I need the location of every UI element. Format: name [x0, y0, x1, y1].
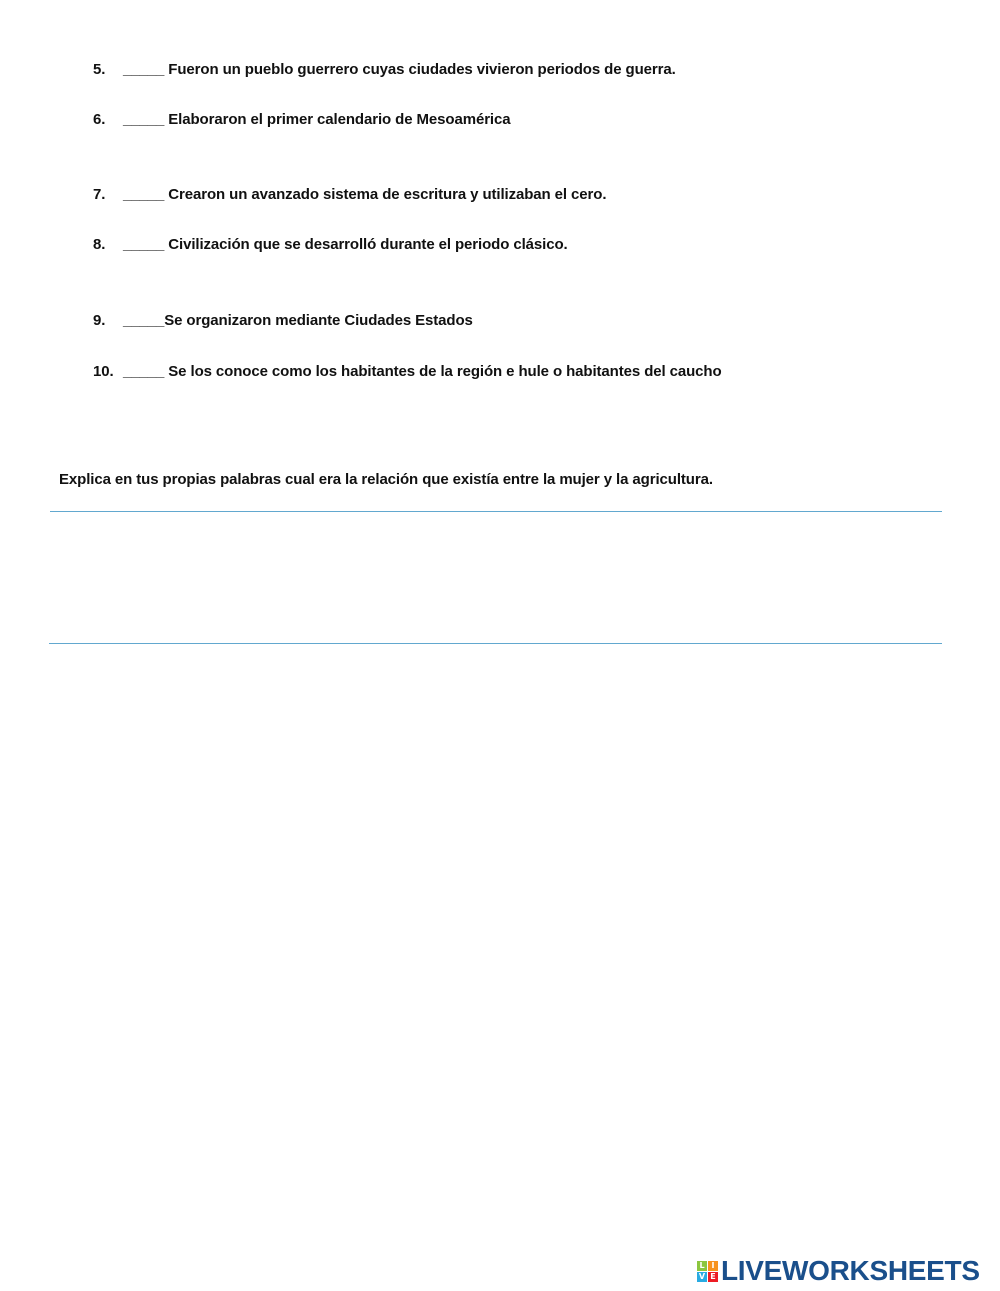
question-text: Fueron un pueblo guerrero cuyas ciudades vivieron periodos de guerra.: [168, 61, 676, 78]
logo-blocks-icon: [697, 1261, 718, 1282]
answer-blank[interactable]: _____: [123, 111, 169, 128]
question-9: [93, 311, 473, 331]
answer-line-top[interactable]: [50, 511, 942, 512]
logo-block-l: L: [697, 1261, 707, 1271]
question-number: 9.: [93, 312, 106, 329]
answer-blank[interactable]: _____: [123, 312, 165, 329]
question-number: 5.: [93, 61, 106, 78]
question-8: [93, 235, 568, 255]
question-number: 6.: [93, 111, 106, 128]
answer-blank[interactable]: _____: [123, 61, 169, 78]
answer-blank[interactable]: _____: [123, 363, 169, 380]
question-text: Civilización que se desarrolló durante el periodo clásico.: [168, 236, 568, 253]
question-5: [93, 60, 676, 80]
question-text: Se organizaron mediante Ciudades Estados: [164, 312, 473, 329]
question-number: 8.: [93, 236, 106, 253]
question-10: [93, 362, 722, 382]
question-6: [93, 110, 510, 130]
question-7: [93, 185, 606, 205]
question-text: Elaboraron el primer calendario de Mesoamérica: [168, 111, 511, 128]
liveworksheets-logo: [697, 1255, 980, 1287]
open-question-prompt: Explica en tus propias palabras cual era la relación que existía entre la mujer y la agricultura.: [59, 471, 713, 488]
answer-blank[interactable]: _____: [123, 186, 169, 203]
answer-blank[interactable]: _____: [123, 236, 169, 253]
question-number: 10.: [93, 363, 114, 380]
question-text: Se los conoce como los habitantes de la región e hule o habitantes del caucho: [168, 363, 722, 380]
logo-block-i: I: [708, 1261, 718, 1271]
question-text: Crearon un avanzado sistema de escritura y utilizaban el cero.: [168, 186, 607, 203]
question-number: 7.: [93, 186, 106, 203]
logo-text: LIVEWORKSHEETS: [721, 1255, 980, 1286]
answer-line-bottom[interactable]: [49, 643, 942, 644]
logo-block-e: E: [708, 1272, 718, 1282]
logo-block-v: V: [698, 1271, 706, 1281]
